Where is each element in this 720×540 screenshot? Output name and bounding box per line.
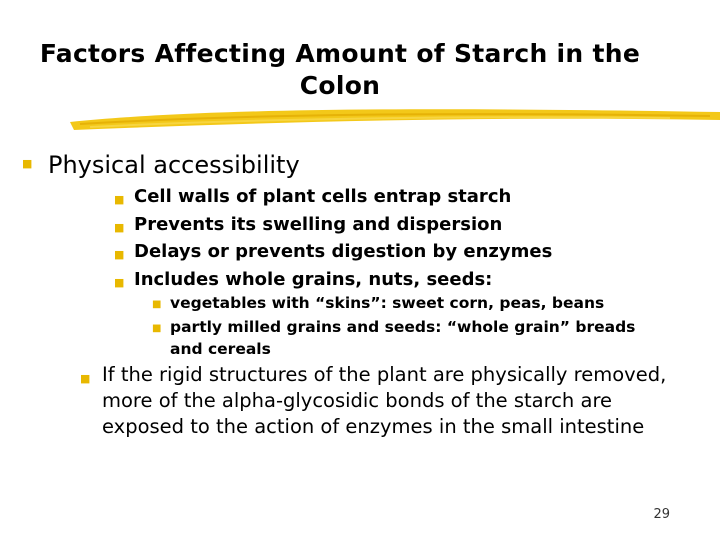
list-item xyxy=(114,268,552,296)
square-bullet-icon: ■ xyxy=(152,299,162,310)
list-item-text: Prevents its swelling and dispersion xyxy=(134,213,503,235)
list-item-text: vegetables with “skins”: sweet corn, peas, beans xyxy=(170,294,605,312)
square-bullet-icon: ■ xyxy=(114,248,125,261)
slide-title: Factors Affecting Amount of Starch in the Colon xyxy=(39,39,641,100)
square-bullet-icon: ■ xyxy=(152,323,162,334)
sub-sub-bullet-list xyxy=(152,292,662,360)
list-item-text: partly milled grains and seeds: “whole grain” breads and cereals xyxy=(170,318,636,358)
list-item xyxy=(152,316,662,360)
square-bullet-icon: ■ xyxy=(114,193,125,206)
bullet-physical-accessibility xyxy=(22,151,300,179)
square-bullet-icon: ■ xyxy=(114,275,125,289)
list-item-text: Delays or prevents digestion by enzymes xyxy=(134,241,553,262)
list-item xyxy=(114,185,552,213)
list-item xyxy=(114,240,552,268)
square-bullet-icon: ■ xyxy=(22,157,33,170)
bullet-rigid-structures xyxy=(80,362,670,440)
list-item xyxy=(152,292,662,316)
sub-bullet-list xyxy=(114,185,552,295)
page-number: 29 xyxy=(653,507,670,522)
bullet-text: Physical accessibility xyxy=(48,151,300,179)
square-bullet-icon: ■ xyxy=(114,220,125,234)
list-item-text: Includes whole grains, nuts, seeds: xyxy=(134,268,493,290)
title-brush-underline xyxy=(70,100,720,134)
list-item-text: Cell walls of plant cells entrap starch xyxy=(134,186,512,207)
bullet-text: If the rigid structures of the plant are physically removed, more of the alpha-glycosidic bonds of the starch are exposed to the action of enzymes in the small intestine xyxy=(102,363,667,438)
list-item xyxy=(114,213,552,241)
square-bullet-icon: ■ xyxy=(80,372,91,385)
